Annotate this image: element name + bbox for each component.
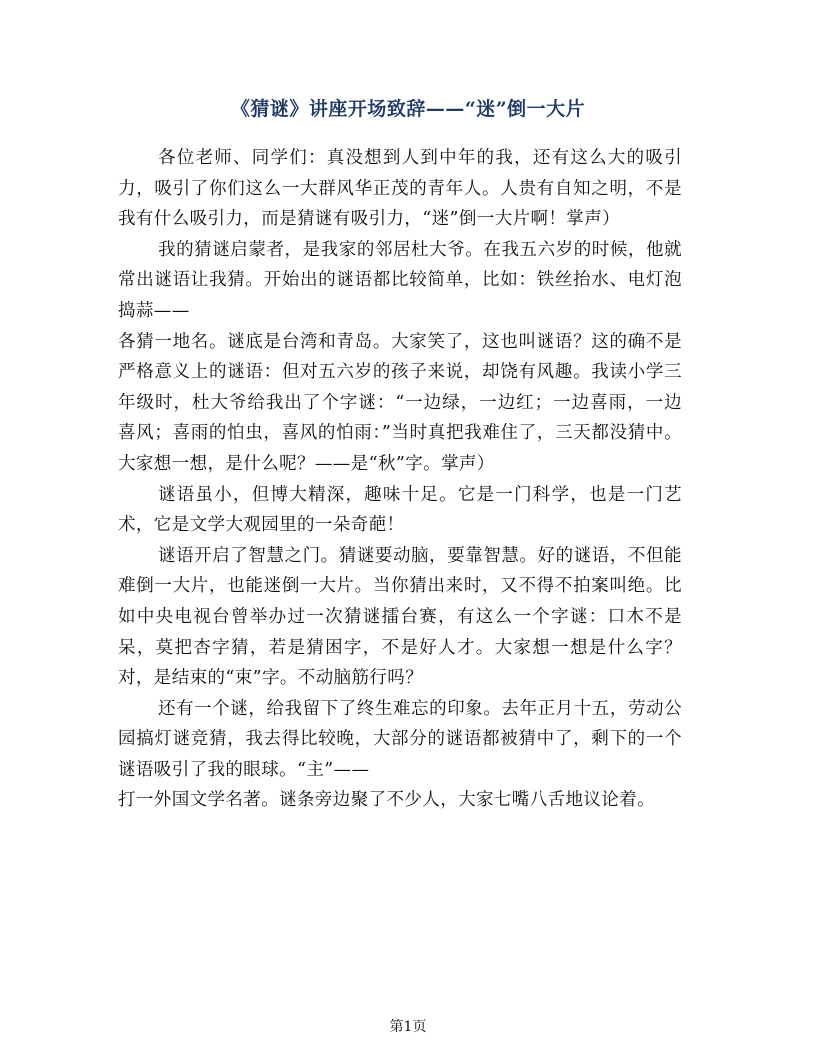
paragraph-5: 谜语开启了智慧之门。猜谜要动脑，要靠智慧。好的谜语，不但能难倒一大片，也能迷倒一大片。当你猜出来时，又不得不拍案叫绝。比如中央电视台曾举办过一次猜谜擂台赛，有这么一个字谜：口木不是呆，莫把杏字猜，若是猜困字，不是好人才。大家想一想是什么字？对，是结束的“束”字。不动脑筋行吗？ [118,545,682,689]
document-body [118,143,682,816]
paragraph-6: 还有一个谜，给我留下了终生难忘的印象。去年正月十五，劳动公园搞灯谜竞猜，我去得比较晚，大部分的谜语都被猜中了，剩下的一个谜语吸引了我的眼球。“主”—— [118,698,682,780]
page-number: 第1页 [389,1019,427,1035]
paragraph-4: 谜语虽小，但博大精深，趣味十足。它是一门科学，也是一门艺术，它是文学大观园里的一朵奇葩！ [118,484,682,536]
paragraph-1: 各位老师、同学们：真没想到人到中年的我，还有这么大的吸引力，吸引了你们这么一大群风华正茂的青年人。人贵有自知之明，不是我有什么吸引力，而是猜谜有吸引力，“迷”倒一大片啊！掌声） [118,148,682,230]
paragraph-2: 我的猜谜启蒙者，是我家的邻居杜大爷。在我五六岁的时候，他就常出谜语让我猜。开始出的谜语都比较简单，比如：铁丝抬水、电灯泡捣蒜—— [118,239,682,321]
paragraph-7: 打一外国文学名著。谜条旁边聚了不少人，大家七嘴八舌地议论着。 [118,790,655,811]
document-title: 《猜谜》讲座开场致辞——“迷”倒一大片 [230,98,586,120]
paragraph-3: 各猜一地名。谜底是台湾和青岛。大家笑了，这也叫谜语？这的确不是严格意义上的谜语：但对五六岁的孩子来说，却饶有风趣。我读小学三年级时，杜大爷给我出了个字谜：“一边绿，一边红；一边喜雨，一边喜风；喜雨的怕虫，喜风的怕雨：”当时真把我难住了，三天都没猜中。大家想一想，是什么呢？——是“秋”字。掌声） [118,331,682,474]
